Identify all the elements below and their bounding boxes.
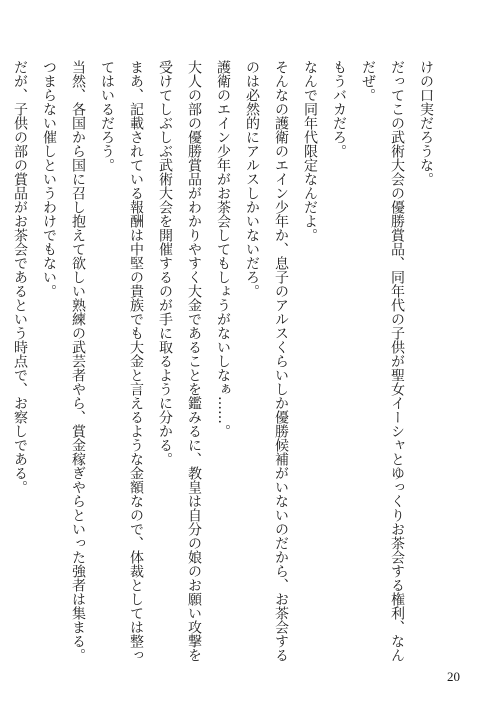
vertical-text-body <box>0 60 440 660</box>
text-line: 大人の部の優勝賞品がわかりやすく大金であることを鑑みるに、教皇は自分の娘のお願い攻撃を <box>186 60 202 662</box>
text-line: そんなの護衛のエイン少年か、息子のアルスくらいしか優勝候補がいないのだから、お茶会する <box>273 60 289 662</box>
text-line: けの口実だろうな。 <box>418 60 434 186</box>
text-line: だぜ。 <box>360 60 376 102</box>
text-line <box>0 60 5 660</box>
text-line: だってこの武術大会の優勝賞品、同年代の子供が聖女イーシャとゆっくりお茶会する権利、なん <box>389 60 405 662</box>
page-number: 20 <box>447 669 460 684</box>
text-line: てはいるだろう。 <box>99 60 115 172</box>
text-line: 護衛のエイン少年がお茶会してもしょうがないしなぁ……。 <box>215 60 231 438</box>
text-line: つまらない催しというわけでもない。 <box>41 60 57 298</box>
text-line: のは必然的にアルスしかいないだろ。 <box>244 60 260 298</box>
text-line: まあ、記載されている報酬は中堅の貴族でも大金と言えるような金額なので、体裁としては整っ <box>128 60 144 662</box>
text-line: だが、子供の部の賞品がお茶会であるという時点で、お察しである。 <box>12 60 28 494</box>
text-line: なんで同年代限定なんだよ。 <box>302 60 318 242</box>
text-line: 受けてしぶしぶ武術大会を開催するのが手に取るように分かる。 <box>157 60 173 466</box>
text-line: もうバカだろ。 <box>331 60 347 158</box>
text-line: 当然、各国から国に召し抱えて欲しい熟練の武芸者やら、賞金稼ぎやらといった強者は集まる。 <box>70 60 86 662</box>
